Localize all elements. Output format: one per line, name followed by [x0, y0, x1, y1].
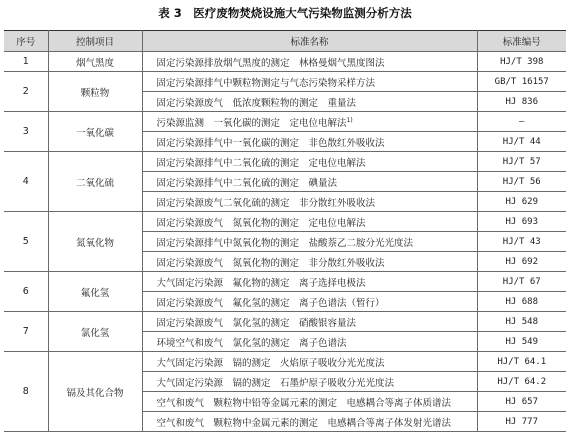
standard-code: HJ 657: [477, 392, 566, 412]
monitoring-methods-table: [4, 30, 566, 432]
standard-name: 固定污染源排气中二氧化硫的测定 定电位电解法: [142, 152, 477, 172]
table-row: [4, 72, 566, 92]
standard-name: 空气和废气 颗粒物中金属元素的测定 电感耦合等离子体发射光谱法: [142, 412, 477, 432]
standard-code: HJ/T 64.1: [477, 352, 566, 372]
serial-number: 5: [4, 212, 48, 272]
standard-name: 固定污染源废气二氧化硫的测定 非分散红外吸收法: [142, 192, 477, 212]
standard-code: HJ/T 64.2: [477, 372, 566, 392]
control-item: 一氧化碳: [48, 112, 142, 152]
standard-code: HJ/T 398: [477, 52, 566, 72]
control-item: 氮氧化物: [48, 212, 142, 272]
standard-code: HJ/T 56: [477, 172, 566, 192]
serial-number: 3: [4, 112, 48, 152]
standard-name: 固定污染源排气中氮氧化物的测定 盐酸萘乙二胺分光光度法: [142, 232, 477, 252]
standard-name: 固定污染源废气 氯化氢的测定 硝酸银容量法: [142, 312, 477, 332]
standard-code: HJ 777: [477, 412, 566, 432]
standard-code: HJ 549: [477, 332, 566, 352]
control-item: 镉及其化合物: [48, 352, 142, 432]
standard-name: 大气固定污染源 氟化物的测定 离子选择电极法: [142, 272, 477, 292]
standard-code: HJ/T 67: [477, 272, 566, 292]
standard-code: GB/T 16157: [477, 72, 566, 92]
control-item: 颗粒物: [48, 72, 142, 112]
control-item: 二氧化硫: [48, 152, 142, 212]
standard-code: HJ/T 57: [477, 152, 566, 172]
standard-name: 大气固定污染源 镉的测定 石墨炉原子吸收分光光度法: [142, 372, 477, 392]
header-standard-name: 标准名称: [142, 31, 477, 52]
header-control-item: 控制项目: [48, 31, 142, 52]
standard-code: HJ/T 43: [477, 232, 566, 252]
standard-code: —: [477, 112, 566, 132]
table-title: 表 3 医疗废物焚烧设施大气污染物监测分析方法: [158, 6, 412, 20]
header-standard-code: 标准编号: [477, 31, 566, 52]
standard-name: 大气固定污染源 镉的测定 火焰原子吸收分光光度法: [142, 352, 477, 372]
standard-code: HJ 692: [477, 252, 566, 272]
standard-name: 空气和废气 颗粒物中铅等金属元素的测定 电感耦合等离子体质谱法: [142, 392, 477, 412]
standard-name: 固定污染源废气 氟化氢的测定 离子色谱法（暂行）: [142, 292, 477, 312]
standard-name: 固定污染源排气中颗粒物测定与气态污染物采样方法: [142, 72, 477, 92]
standard-name: 固定污染源废气 氮氧化物的测定 定电位电解法: [142, 212, 477, 232]
standard-name: [142, 112, 477, 132]
standard-code: HJ/T 44: [477, 132, 566, 152]
table-row: [4, 312, 566, 332]
standard-name: 固定污染源废气 氮氧化物的测定 非分散红外吸收法: [142, 252, 477, 272]
standard-name-text: 污染源监测 一氧化碳的测定 定电位电解法: [156, 117, 347, 129]
footnote-marker: 1): [346, 116, 353, 124]
standard-name: 环境空气和废气 氯化氢的测定 离子色谱法: [142, 332, 477, 352]
serial-number: 1: [4, 52, 48, 72]
control-item: 氯化氢: [48, 312, 142, 352]
table-row: [4, 152, 566, 172]
standard-code: HJ 688: [477, 292, 566, 312]
standard-name: 固定污染源排放烟气黑度的测定 林格曼烟气黑度图法: [142, 52, 477, 72]
table-row: [4, 272, 566, 292]
standard-name: 固定污染源排气中二氧化硫的测定 碘量法: [142, 172, 477, 192]
table-row: [4, 212, 566, 232]
table-row: [4, 52, 566, 72]
control-item: 烟气黑度: [48, 52, 142, 72]
serial-number: 2: [4, 72, 48, 112]
table-row: [4, 352, 566, 372]
header-row: [4, 31, 566, 52]
standard-code: HJ 548: [477, 312, 566, 332]
serial-number: 4: [4, 152, 48, 212]
header-serial-number: 序号: [4, 31, 48, 52]
standard-code: HJ 629: [477, 192, 566, 212]
serial-number: 6: [4, 272, 48, 312]
serial-number: 8: [4, 352, 48, 432]
serial-number: 7: [4, 312, 48, 352]
standard-code: HJ 693: [477, 212, 566, 232]
standard-name: 固定污染源废气 低浓度颗粒物的测定 重量法: [142, 92, 477, 112]
standard-code: HJ 836: [477, 92, 566, 112]
standard-name: 固定污染源排气中一氧化碳的测定 非色散红外吸收法: [142, 132, 477, 152]
control-item: 氟化氢: [48, 272, 142, 312]
table-row: [4, 112, 566, 132]
